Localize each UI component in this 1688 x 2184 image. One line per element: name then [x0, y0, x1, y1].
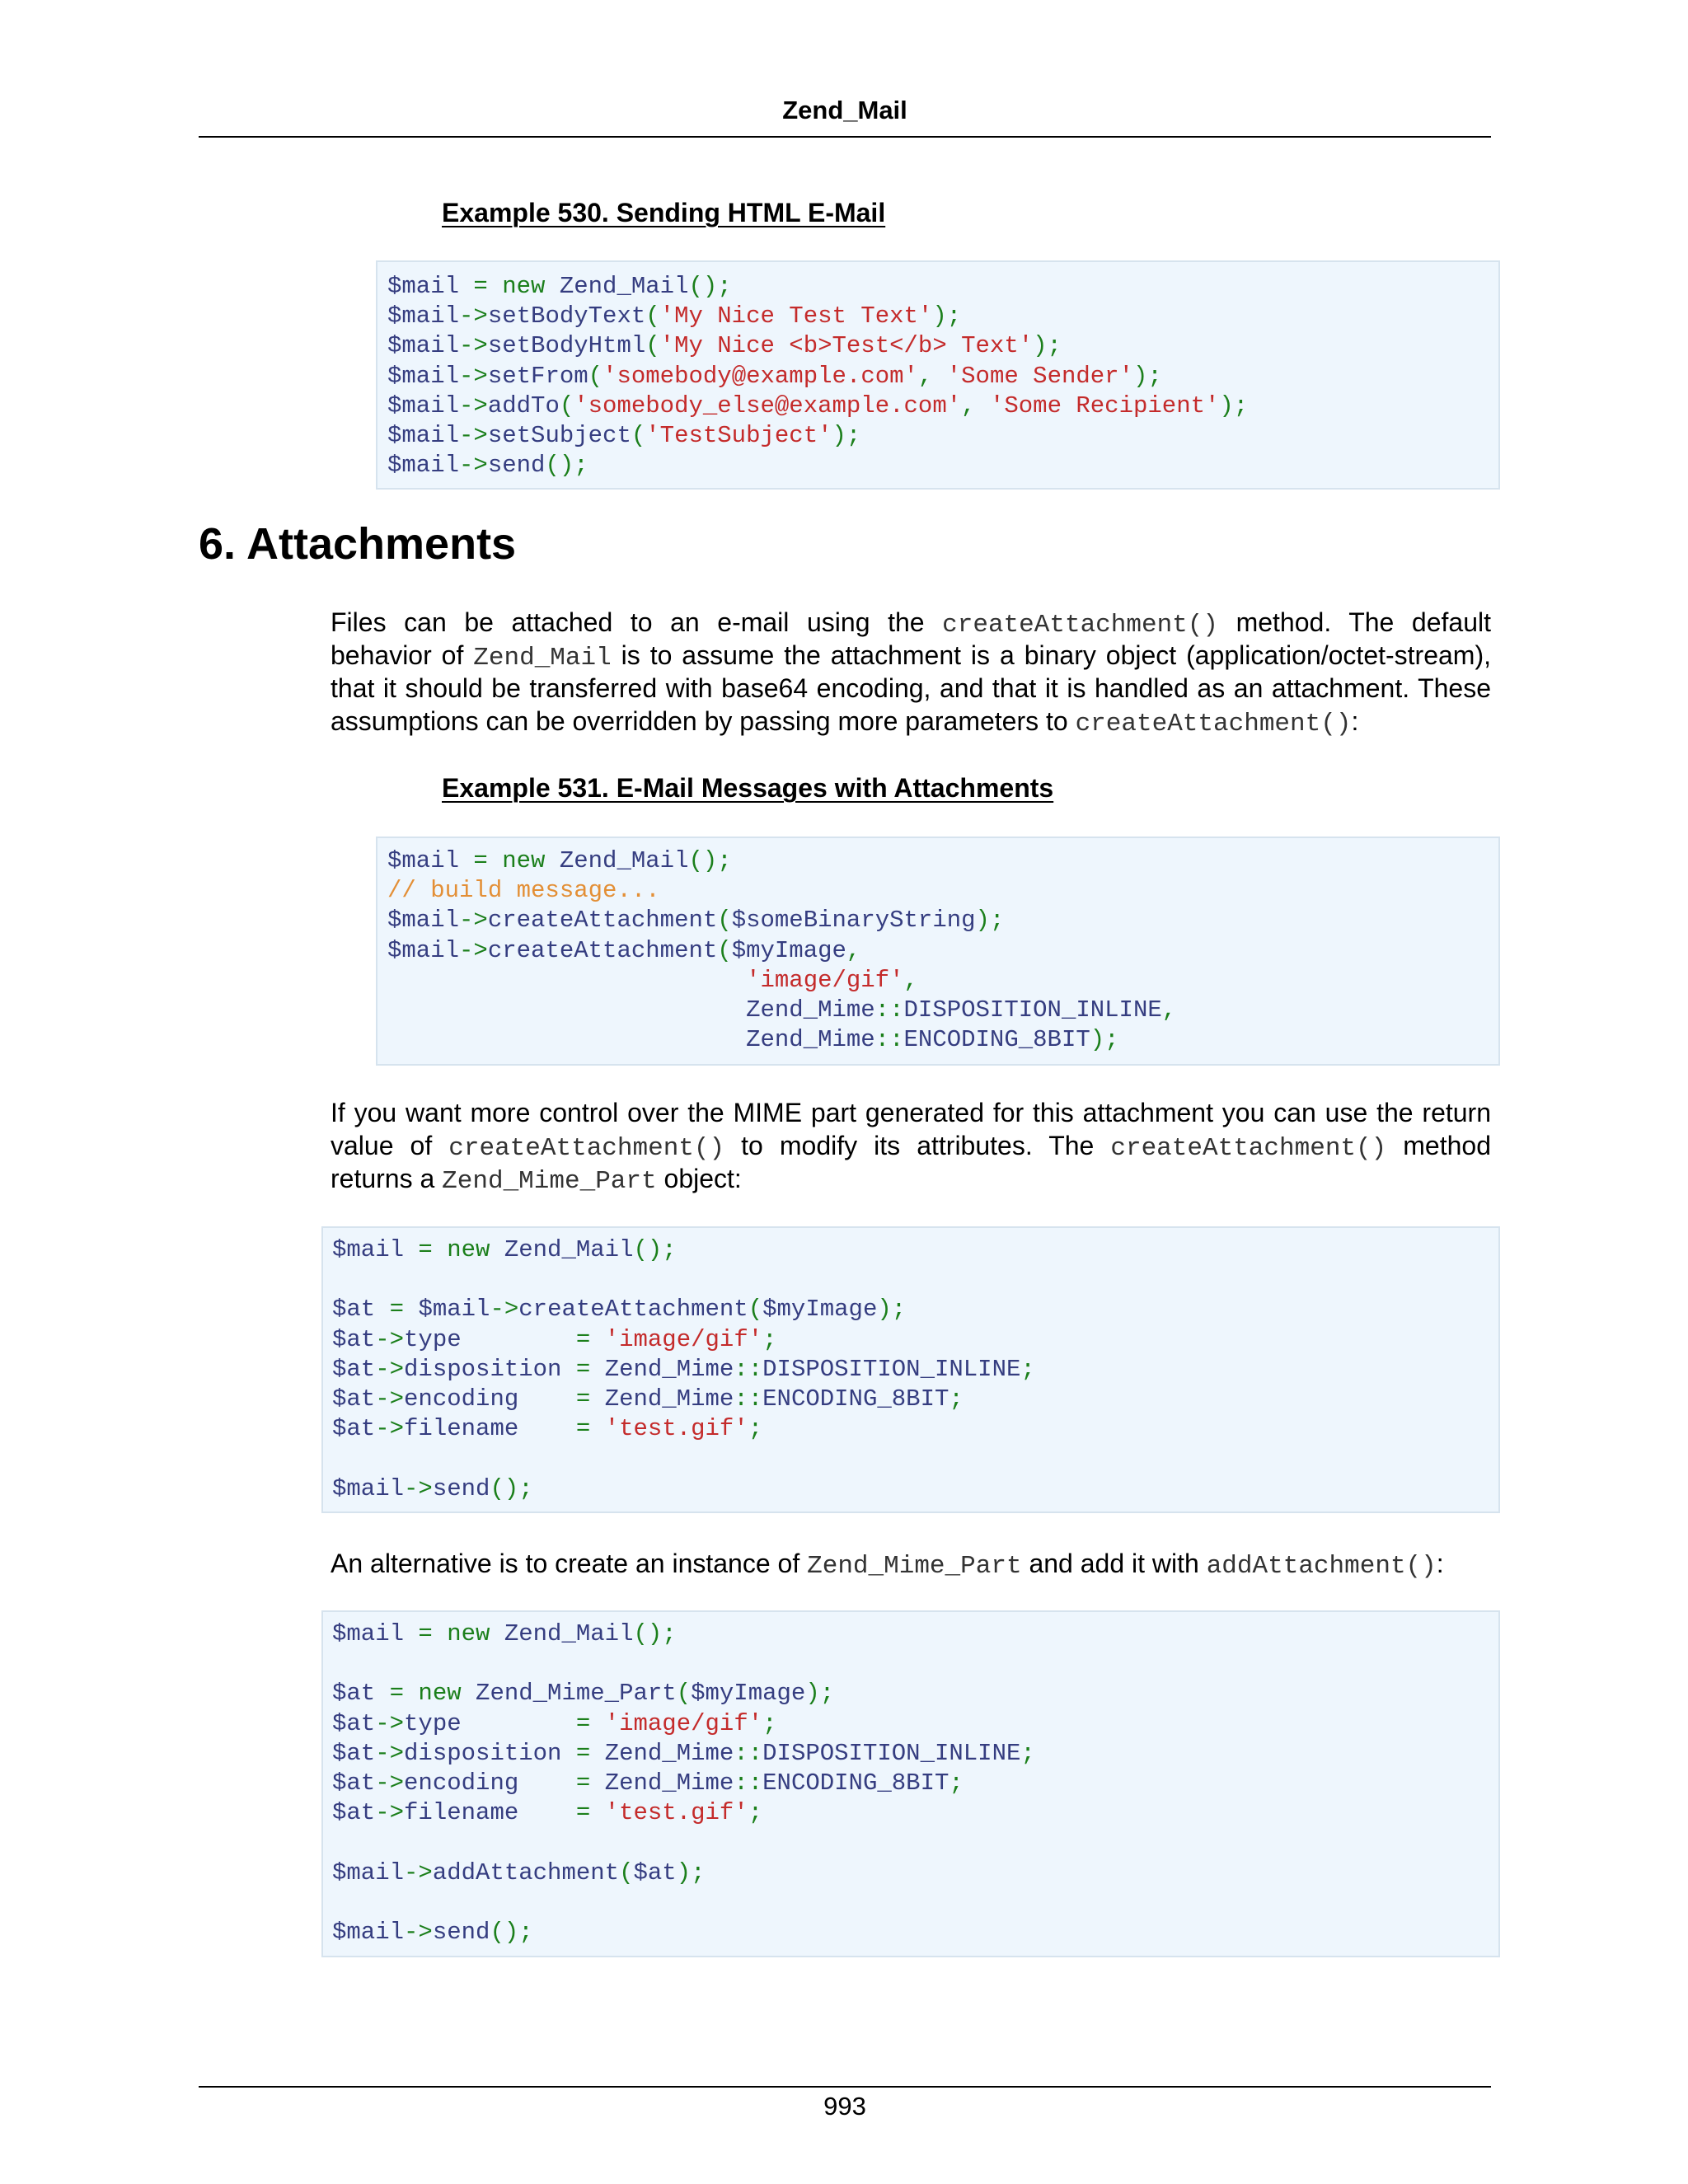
code-line — [332, 1295, 1498, 1324]
code-token: , — [1161, 996, 1177, 1024]
code-token: $at — [332, 1385, 376, 1413]
code-token: addTo — [487, 391, 560, 419]
code-token: ; — [949, 1385, 964, 1413]
section-heading: 6. Attachments — [199, 519, 517, 569]
code-line — [332, 1265, 1498, 1295]
code-token: Zend_Mime — [604, 1769, 734, 1797]
code-token: $at — [332, 1739, 376, 1767]
code-token: (); — [633, 1620, 677, 1647]
code-token: $mail — [332, 1918, 405, 1946]
code-token: = new — [473, 273, 560, 300]
code-token: Zend_Mime — [604, 1385, 734, 1413]
code-token: setBodyHtml — [487, 332, 646, 360]
code-token: 'image/gif' — [746, 966, 904, 994]
code-token: -> — [459, 907, 488, 935]
code-token: (); — [688, 273, 732, 300]
header-rule — [199, 136, 1491, 138]
code-token: ENCODING_8BIT — [903, 1026, 1090, 1054]
code-token: $mail — [418, 1296, 490, 1324]
code-line — [387, 362, 1498, 391]
code-token: send — [432, 1918, 490, 1946]
code-token: $mail — [387, 847, 474, 874]
inline-code: addAttachment() — [1206, 1552, 1437, 1581]
code-token: = — [575, 1799, 605, 1827]
code-token: addAttachment — [432, 1858, 620, 1886]
code-token: type — [404, 1325, 576, 1353]
intro-paragraph — [331, 606, 1491, 738]
page-number: 993 — [823, 2092, 866, 2121]
code-token: $myImage — [731, 936, 846, 964]
code-token: $mail — [332, 1858, 405, 1886]
code-token: $at — [332, 1799, 376, 1827]
control-paragraph — [331, 1096, 1491, 1195]
code-token: 'test.gif' — [604, 1415, 748, 1443]
code-token: Zend_Mail — [559, 847, 689, 874]
code-line — [332, 1918, 1498, 1947]
code-line — [332, 1444, 1498, 1474]
code-token: 'image/gif' — [604, 1325, 763, 1353]
code-line — [387, 331, 1498, 361]
inline-code: Zend_Mime_Part — [807, 1552, 1022, 1581]
code-token: :: — [734, 1385, 763, 1413]
code-token: Zend_Mime — [387, 996, 875, 1024]
code-token: $mail — [387, 907, 460, 935]
text-line — [331, 1096, 1491, 1129]
code-token: = — [575, 1415, 605, 1443]
code-token: ( — [676, 1680, 692, 1708]
code-token: filename — [404, 1799, 576, 1827]
code-token: -> — [404, 1918, 433, 1946]
code-token: $myImage — [762, 1296, 878, 1324]
code-token: setBodyText — [487, 302, 646, 330]
example-530-title: Example 530. Sending HTML E-Mail — [442, 198, 886, 227]
code-line — [387, 966, 1498, 996]
code-token: :: — [874, 996, 904, 1024]
code-token: $at — [332, 1325, 376, 1353]
code-token: $mail — [387, 273, 474, 300]
code-line — [332, 1235, 1498, 1265]
code-token: $at — [332, 1415, 376, 1443]
code-token: 'Some Sender' — [946, 362, 1133, 390]
code-token: ENCODING_8BIT — [762, 1769, 950, 1797]
code-token: disposition — [404, 1739, 576, 1767]
text-run: object: — [656, 1164, 742, 1193]
code-token: ( — [631, 421, 646, 449]
inline-code: createAttachment() — [1110, 1134, 1387, 1163]
code-token: $mail — [387, 936, 460, 964]
code-token: $at — [332, 1355, 376, 1383]
code-token: encoding — [404, 1385, 576, 1413]
code-token: (); — [633, 1236, 677, 1263]
code-token: ; — [762, 1325, 777, 1353]
code-token: ); — [1090, 1026, 1119, 1054]
code-token: ( — [645, 302, 660, 330]
text-run: method — [1386, 1131, 1492, 1160]
text-run: : — [1351, 706, 1359, 736]
text-run: is to assume the attachment is a binary object (application/octet-stream), — [611, 640, 1492, 670]
code-line — [332, 1798, 1498, 1828]
text-line — [331, 1162, 1491, 1195]
code-token: setFrom — [487, 362, 588, 390]
code-token: ; — [1020, 1355, 1035, 1383]
code-line — [332, 1649, 1498, 1679]
code-token: ( — [588, 362, 603, 390]
code-token: ( — [748, 1296, 763, 1324]
code-token: send — [432, 1474, 490, 1502]
code-token: ); — [877, 1296, 907, 1324]
code-token: -> — [459, 936, 488, 964]
code-token: 'My Nice <b>Test</b> Text' — [659, 332, 1034, 360]
code-token: = — [575, 1709, 605, 1737]
code-token: = new — [389, 1680, 476, 1708]
code-token: Zend_Mail — [504, 1620, 634, 1647]
code-token: -> — [459, 302, 488, 330]
code-box-3 — [321, 1226, 1500, 1513]
code-line — [387, 272, 1498, 302]
code-line — [387, 876, 1498, 906]
code-token: -> — [375, 1325, 405, 1353]
code-token: -> — [404, 1858, 433, 1886]
code-token: ( — [717, 936, 732, 964]
text-run: An alternative is to create an instance of — [331, 1549, 808, 1578]
code-token: = new — [418, 1236, 504, 1263]
code-token: = — [575, 1325, 605, 1353]
code-line — [387, 451, 1498, 480]
code-token: $mail — [387, 452, 460, 480]
code-token: createAttachment — [518, 1296, 748, 1324]
code-token: $mail — [387, 332, 460, 360]
text-run: : — [1436, 1549, 1444, 1578]
code-token: // build message... — [387, 877, 660, 905]
code-token: :: — [734, 1355, 763, 1383]
code-line — [387, 846, 1498, 876]
code-token: ( — [717, 907, 732, 935]
code-token: = — [389, 1296, 419, 1324]
code-token: createAttachment — [487, 907, 718, 935]
code-line — [332, 1385, 1498, 1414]
code-token: (); — [490, 1474, 533, 1502]
code-token: -> — [490, 1296, 519, 1324]
code-token: 'Some Recipient' — [989, 391, 1220, 419]
code-token: disposition — [404, 1355, 576, 1383]
code-token: $mail — [387, 302, 460, 330]
code-token: (); — [688, 847, 732, 874]
code-token: ); — [932, 302, 962, 330]
text-line — [331, 705, 1491, 738]
code-token: = new — [473, 847, 560, 874]
code-token: $myImage — [691, 1680, 806, 1708]
code-token: -> — [459, 391, 488, 419]
code-token: $at — [332, 1680, 390, 1708]
code-token: $mail — [387, 391, 460, 419]
text-line — [331, 672, 1491, 705]
code-token: Zend_Mail — [504, 1236, 634, 1263]
code-token: ; — [762, 1709, 777, 1737]
code-token: ENCODING_8BIT — [762, 1385, 950, 1413]
text-run: If you want more control over the MIME part generated for this attachment you can use the return — [331, 1098, 1491, 1127]
code-token: , — [917, 362, 947, 390]
code-token: ); — [832, 421, 861, 449]
code-token: (); — [490, 1918, 533, 1946]
text-run: that it should be transferred with base64 encoding, and that it is handled as an attachment. These — [331, 673, 1491, 703]
code-line — [332, 1709, 1498, 1739]
text-run: returns a — [331, 1164, 443, 1193]
alternative-paragraph — [331, 1547, 1491, 1580]
code-token: , — [961, 391, 990, 419]
text-line — [331, 639, 1491, 672]
running-header: Zend_Mail — [782, 96, 907, 124]
code-line — [387, 996, 1498, 1025]
code-line — [387, 936, 1498, 966]
text-run: to modify its attributes. The — [724, 1131, 1111, 1160]
text-line — [331, 1547, 1491, 1580]
inline-code: createAttachment() — [448, 1134, 725, 1163]
code-token: DISPOSITION_INLINE — [903, 996, 1162, 1024]
code-token: DISPOSITION_INLINE — [762, 1355, 1021, 1383]
text-run: assumptions can be overridden by passing more parameters to — [331, 706, 1076, 736]
code-token: 'TestSubject' — [645, 421, 832, 449]
code-token: -> — [459, 362, 488, 390]
code-token: Zend_Mime — [604, 1739, 734, 1767]
code-token: , — [903, 966, 918, 994]
code-token: ; — [949, 1769, 964, 1797]
code-token: ; — [1020, 1739, 1035, 1767]
code-token: createAttachment — [487, 936, 718, 964]
code-token: = new — [418, 1620, 504, 1647]
text-line — [331, 606, 1491, 639]
code-line — [332, 1739, 1498, 1769]
code-token: setSubject — [487, 421, 631, 449]
code-token: $someBinaryString — [731, 907, 976, 935]
code-token: ); — [676, 1858, 706, 1886]
code-token: send — [487, 452, 546, 480]
text-run: method. The default — [1218, 607, 1492, 637]
code-token: ( — [645, 332, 660, 360]
code-token: 'somebody@example.com' — [603, 362, 918, 390]
code-token: $at — [332, 1769, 376, 1797]
code-token: -> — [459, 332, 488, 360]
example-531-title: Example 531. E-Mail Messages with Attachments — [442, 773, 1054, 803]
code-line — [332, 1414, 1498, 1444]
example-531-code-box — [376, 837, 1500, 1066]
code-token: ); — [1033, 332, 1062, 360]
code-box-4 — [321, 1610, 1500, 1957]
code-token: -> — [375, 1769, 405, 1797]
code-line — [387, 302, 1498, 331]
inline-code: createAttachment() — [942, 611, 1218, 640]
inline-code: createAttachment() — [1075, 710, 1352, 738]
code-token: ( — [619, 1858, 634, 1886]
code-token: encoding — [404, 1769, 576, 1797]
code-token: 'My Nice Test Text' — [659, 302, 933, 330]
code-token: :: — [734, 1769, 763, 1797]
example-530-code-box — [376, 260, 1500, 490]
code-line — [332, 1828, 1498, 1858]
code-token: ); — [805, 1680, 835, 1708]
code-line — [387, 421, 1498, 451]
code-token: Zend_Mail — [559, 273, 689, 300]
code-token: -> — [375, 1385, 405, 1413]
code-token: -> — [375, 1739, 405, 1767]
code-token: ); — [975, 907, 1005, 935]
code-line — [332, 1619, 1498, 1649]
code-token: $mail — [387, 362, 460, 390]
inline-code: Zend_Mime_Part — [442, 1167, 657, 1196]
footer-rule — [199, 2086, 1491, 2088]
code-token: :: — [874, 1026, 904, 1054]
code-line — [332, 1769, 1498, 1798]
code-token: -> — [459, 421, 488, 449]
code-token: $at — [332, 1709, 376, 1737]
code-token: -> — [375, 1355, 405, 1383]
code-token: -> — [404, 1474, 433, 1502]
code-token: DISPOSITION_INLINE — [762, 1739, 1021, 1767]
code-token: :: — [734, 1739, 763, 1767]
code-token: = — [575, 1739, 605, 1767]
code-token: ; — [748, 1799, 763, 1827]
code-token: $mail — [332, 1620, 419, 1647]
code-token: ; — [748, 1415, 763, 1443]
code-token: -> — [459, 452, 488, 480]
text-run: value of — [331, 1131, 449, 1160]
example-531-code — [377, 838, 1498, 1055]
code-token — [387, 967, 746, 994]
code-line — [332, 1679, 1498, 1708]
inline-code: Zend_Mail — [473, 644, 612, 673]
code-token: $at — [633, 1858, 677, 1886]
code-line — [387, 1025, 1498, 1055]
code-token: 'somebody_else@example.com' — [574, 391, 962, 419]
code-token: (); — [545, 452, 588, 480]
text-run: and add it with — [1021, 1549, 1207, 1578]
code-token: = — [575, 1385, 605, 1413]
code-block-3 — [323, 1228, 1498, 1504]
example-530-code — [377, 262, 1498, 480]
code-token: -> — [375, 1799, 405, 1827]
code-token: = — [575, 1355, 605, 1383]
code-line — [332, 1474, 1498, 1504]
code-token: -> — [375, 1415, 405, 1443]
code-token: type — [404, 1709, 576, 1737]
code-token: Zend_Mime — [604, 1355, 734, 1383]
code-token: ); — [1219, 391, 1249, 419]
code-token: ( — [559, 391, 574, 419]
code-token: $mail — [332, 1236, 419, 1263]
text-run: Files can be attached to an e-mail using the — [331, 607, 943, 637]
code-token: $mail — [387, 421, 460, 449]
text-line — [331, 1129, 1491, 1162]
code-token: Zend_Mime — [387, 1026, 875, 1054]
code-token: 'test.gif' — [604, 1799, 748, 1827]
code-token: , — [846, 936, 861, 964]
code-token: $mail — [332, 1474, 405, 1502]
code-line — [332, 1325, 1498, 1355]
code-token: -> — [375, 1709, 405, 1737]
code-line — [332, 1888, 1498, 1918]
code-block-4 — [323, 1612, 1498, 1947]
code-line — [332, 1858, 1498, 1888]
text-run: behavior of — [331, 640, 474, 670]
code-token: ); — [1133, 362, 1162, 390]
code-token: filename — [404, 1415, 576, 1443]
code-token: Zend_Mime_Part — [476, 1680, 677, 1708]
code-token: = — [575, 1769, 605, 1797]
code-token: 'image/gif' — [604, 1709, 763, 1737]
code-line — [387, 906, 1498, 935]
code-line — [387, 391, 1498, 421]
code-token: $at — [332, 1296, 390, 1324]
code-line — [332, 1355, 1498, 1385]
